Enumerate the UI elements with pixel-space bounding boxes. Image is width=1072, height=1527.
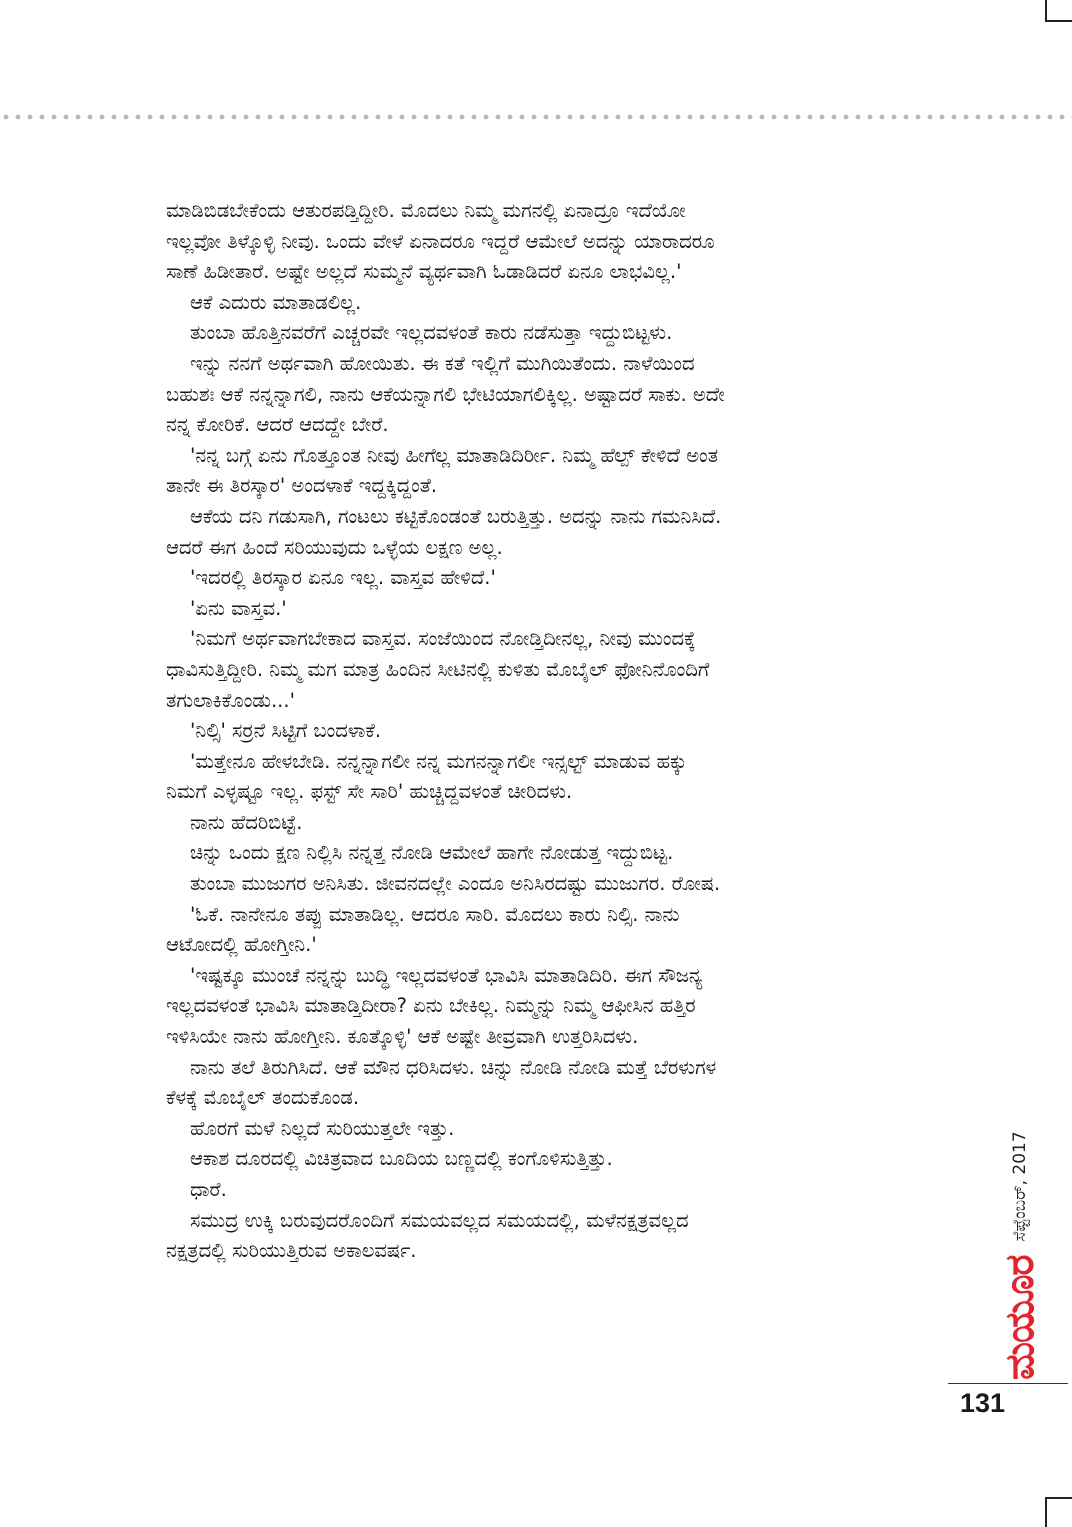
text-line: ಧಾವಿಸುತ್ತಿದ್ದೀರಿ. ನಿಮ್ಮ ಮಗ ಮಾತ್ರ ಹಿಂದಿನ ಸೀಟಿನಲ್ಲಿ ಕುಳಿತು ಮೊಬೈಲ್ ಫೋನಿನೊಂದಿಗೆ bbox=[166, 657, 710, 681]
text-line: ನಕ್ಷತ್ರದಲ್ಲಿ ಸುರಿಯುತ್ತಿರುವ ಅಕಾಲವರ್ಷ. bbox=[166, 1239, 417, 1263]
text-line: ನಾನು ಹೆದರಿಬಿಟ್ಟೆ. bbox=[190, 810, 303, 834]
text-line: ತುಂಬಾ ಹೊತ್ತಿನವರೆಗೆ ಎಚ್ಚರವೇ ಇಲ್ಲದವಳಂತೆ ಕಾರು ನಡೆಸುತ್ತಾ ಇದ್ದುಬಿಟ್ಟಳು. bbox=[190, 321, 673, 345]
sidebar-rotated bbox=[997, 1131, 1043, 1380]
page-number: 131 bbox=[960, 1388, 1006, 1418]
text-line: ಧಾರೆ. bbox=[190, 1178, 227, 1201]
crop-mark-top bbox=[1045, 0, 1072, 22]
text-line: ತುಂಬಾ ಮುಜುಗರ ಅನಿಸಿತು. ಜೀವನದಲ್ಲೇ ಎಂದೂ ಅನಿಸಿರದಷ್ಟು ಮುಜುಗರ. ರೋಷ. bbox=[190, 872, 721, 896]
story-text bbox=[166, 196, 926, 1267]
text-line: ಆಟೋದಲ್ಲಿ ಹೋಗ್ತೀನಿ.' bbox=[166, 933, 317, 957]
text-line: ಆಕೆ ಎದುರು ಮಾತಾಡಲಿಲ್ಲ. bbox=[190, 290, 362, 314]
text-line: ಇನ್ನು ನನಗೆ ಅರ್ಥವಾಗಿ ಹೋಯಿತು. ಈ ಕತೆ ಇಲ್ಲಿಗೆ ಮುಗಿಯಿತೆಂದು. ನಾಳೆಯಿಂದ bbox=[190, 351, 695, 375]
text-line: ನಾನು ತಲೆ ತಿರುಗಿಸಿದೆ. ಆಕೆ ಮೌನ ಧರಿಸಿದಳು. ಚಿನ್ನು ನೋಡಿ ನೋಡಿ ಮತ್ತೆ ಬೆರಳುಗಳ bbox=[190, 1055, 717, 1079]
text-line: 'ಇದರಲ್ಲಿ ತಿರಸ್ಕಾರ ಏನೂ ಇಲ್ಲ. ವಾಸ್ತವ ಹೇಳಿದೆ.' bbox=[190, 566, 496, 590]
text-line: ಕೆಳಕ್ಕೆ ಮೊಬೈಲ್ ತಂದುಕೊಂಡ. bbox=[166, 1086, 360, 1110]
text-line: ತಾನೇ ಈ ತಿರಸ್ಕಾರ' ಅಂದಳಾಕೆ ಇದ್ದಕ್ಕಿದ್ದಂತೆ. bbox=[166, 474, 438, 498]
text-line: ಆಕೆಯ ದನಿ ಗಡುಸಾಗಿ, ಗಂಟಲು ಕಟ್ಟಿಕೊಂಡಂತೆ ಬರುತ್ತಿತ್ತು. ಅದನ್ನು ನಾನು ಗಮನಿಸಿದೆ. bbox=[190, 504, 722, 528]
text-line: ಚಿನ್ನು ಒಂದು ಕ್ಷಣ ನಿಲ್ಲಿಸಿ ನನ್ನತ್ತ ನೋಡಿ ಆಮೇಲೆ ಹಾಗೇ ನೋಡುತ್ತ ಇದ್ದುಬಿಟ್ಟ. bbox=[190, 841, 674, 865]
text-line: 'ಮತ್ತೇನೂ ಹೇಳಬೇಡಿ. ನನ್ನನ್ನಾಗಲೀ ನನ್ನ ಮಗನನ್ನಾಗಲೀ ಇನ್ಸಲ್ಟ್ ಮಾಡುವ ಹಕ್ಕು bbox=[190, 749, 687, 773]
page-number-rule bbox=[948, 1383, 1068, 1384]
text-line: 'ಇಷ್ಟಕ್ಕೂ ಮುಂಚೆ ನನ್ನನ್ನು ಬುದ್ಧಿ ಇಲ್ಲದವಳಂತೆ ಭಾವಿಸಿ ಮಾತಾಡಿದಿರಿ. ಈಗ ಸೌಜನ್ಯ bbox=[190, 963, 703, 987]
text-line: ತಗುಲಾಕಿಕೊಂಡು...' bbox=[166, 688, 295, 712]
text-line: ಹೊರಗೆ ಮಳೆ ನಿಲ್ಲದೆ ಸುರಿಯುತ್ತಲೇ ಇತ್ತು. bbox=[190, 1116, 455, 1140]
text-line: ನನ್ನ ಕೋರಿಕೆ. ಆದರೆ ಆದದ್ದೇ ಬೇರೆ. bbox=[166, 413, 389, 437]
text-line: 'ನಿಲ್ಸಿ' ಸರ್ರನೆ ಸಿಟ್ಟಿಗೆ ಬಂದಳಾಕೆ. bbox=[190, 719, 382, 743]
magazine-name: ಮಯೂರ bbox=[997, 1255, 1043, 1380]
text-line: ಆಕಾಶ ದೂರದಲ್ಲಿ ವಿಚಿತ್ರವಾದ ಬೂದಿಯ ಬಣ್ಣದಲ್ಲಿ ಕಂಗೊಳಿಸುತ್ತಿತ್ತು. bbox=[190, 1147, 613, 1171]
crop-mark-bottom bbox=[1045, 1497, 1072, 1527]
issue-date: ಸೆಪ್ಟೆಂಬರ್, 2017 bbox=[1010, 1131, 1030, 1242]
text-line: ಬಹುಶಃ ಆಕೆ ನನ್ನನ್ನಾಗಲಿ, ನಾನು ಆಕೆಯನ್ನಾಗಲಿ ಭೇಟಿಯಾಗಲಿಕ್ಕಿಲ್ಲ. ಅಷ್ಟಾದರೆ ಸಾಕು. ಅದೇ bbox=[166, 382, 725, 406]
text-line: ಸಮುದ್ರ ಉಕ್ಕಿ ಬರುವುದರೊಂದಿಗೆ ಸಮಯವಲ್ಲದ ಸಮಯದಲ್ಲಿ, ಮಳೆನಕ್ಷತ್ರವಲ್ಲದ bbox=[190, 1208, 689, 1232]
text-line: ಸಾಣೆ ಹಿಡೀತಾರೆ. ಅಷ್ಟೇ ಅಲ್ಲದೆ ಸುಮ್ಮನೆ ವ್ಯರ್ಥವಾಗಿ ಓಡಾಡಿದರೆ ಏನೂ ಲಾಭವಿಲ್ಲ.' bbox=[166, 260, 682, 284]
text-line: ಇಳಿಸಿಯೇ ನಾನು ಹೋಗ್ತೀನಿ. ಕೂತ್ಕೊಳ್ಳಿ' ಆಕೆ ಅಷ್ಟೇ ತೀವ್ರವಾಗಿ ಉತ್ತರಿಸಿದಳು. bbox=[166, 1025, 639, 1049]
dotted-divider bbox=[0, 113, 1072, 121]
text-line: ನಿಮಗೆ ಎಳ್ಳಷ್ಟೂ ಇಲ್ಲ. ಫಸ್ಟ್ ಸೇ ಸಾರಿ' ಹುಚ್ಚಿದ್ದವಳಂತೆ ಚೀರಿದಳು. bbox=[166, 780, 573, 804]
text-line: ಆದರೆ ಈಗ ಹಿಂದೆ ಸರಿಯುವುದು ಒಳ್ಳೆಯ ಲಕ್ಷಣ ಅಲ್ಲ. bbox=[166, 535, 503, 559]
text-line: ಮಾಡಿಬಿಡಬೇಕೆಂದು ಆತುರಪಡ್ತಿದ್ದೀರಿ. ಮೊದಲು ನಿಮ್ಮ ಮಗನಲ್ಲಿ ಏನಾದ್ರೂ ಇದೆಯೋ bbox=[166, 199, 686, 222]
text-line: ಇಲ್ಲವೋ ತಿಳ್ಕೊಳ್ಳಿ ನೀವು. ಒಂದು ವೇಳೆ ಏನಾದರೂ ಇದ್ದರೆ ಆಮೇಲೆ ಅದನ್ನು ಯಾರಾದರೂ bbox=[166, 229, 715, 253]
text-line: ಇಲ್ಲದವಳಂತೆ ಭಾವಿಸಿ ಮಾತಾಡ್ತಿದೀರಾ? ಏನು ಬೇಕಿಲ್ಲ. ನಿಮ್ಮನ್ನು ನಿಮ್ಮ ಆಫೀಸಿನ ಹತ್ತಿರ bbox=[166, 994, 696, 1018]
magazine-sidebar bbox=[953, 1080, 1043, 1380]
text-line: 'ಏನು ವಾಸ್ತವ.' bbox=[190, 596, 287, 620]
text-line: 'ನಿಮಗೆ ಅರ್ಥವಾಗಬೇಕಾದ ವಾಸ್ತವ. ಸಂಜೆಯಿಂದ ನೋಡ್ತಿದೀನಲ್ಲ, ನೀವು ಮುಂದಕ್ಕೆ bbox=[190, 627, 696, 651]
text-line: 'ಓಕೆ. ನಾನೇನೂ ತಪ್ಪು ಮಾತಾಡಿಲ್ಲ. ಆದರೂ ಸಾರಿ. ಮೊದಲು ಕಾರು ನಿಲ್ಸಿ. ನಾನು bbox=[190, 902, 680, 926]
text-line: 'ನನ್ನ ಬಗ್ಗೆ ಏನು ಗೊತ್ತೂಂತ ನೀವು ಹೀಗೆಲ್ಲ ಮಾತಾಡಿದಿರ್ರೀ. ನಿಮ್ಮ ಹೆಲ್ಪ್ ಕೇಳಿದೆ ಅಂತ bbox=[190, 443, 719, 467]
